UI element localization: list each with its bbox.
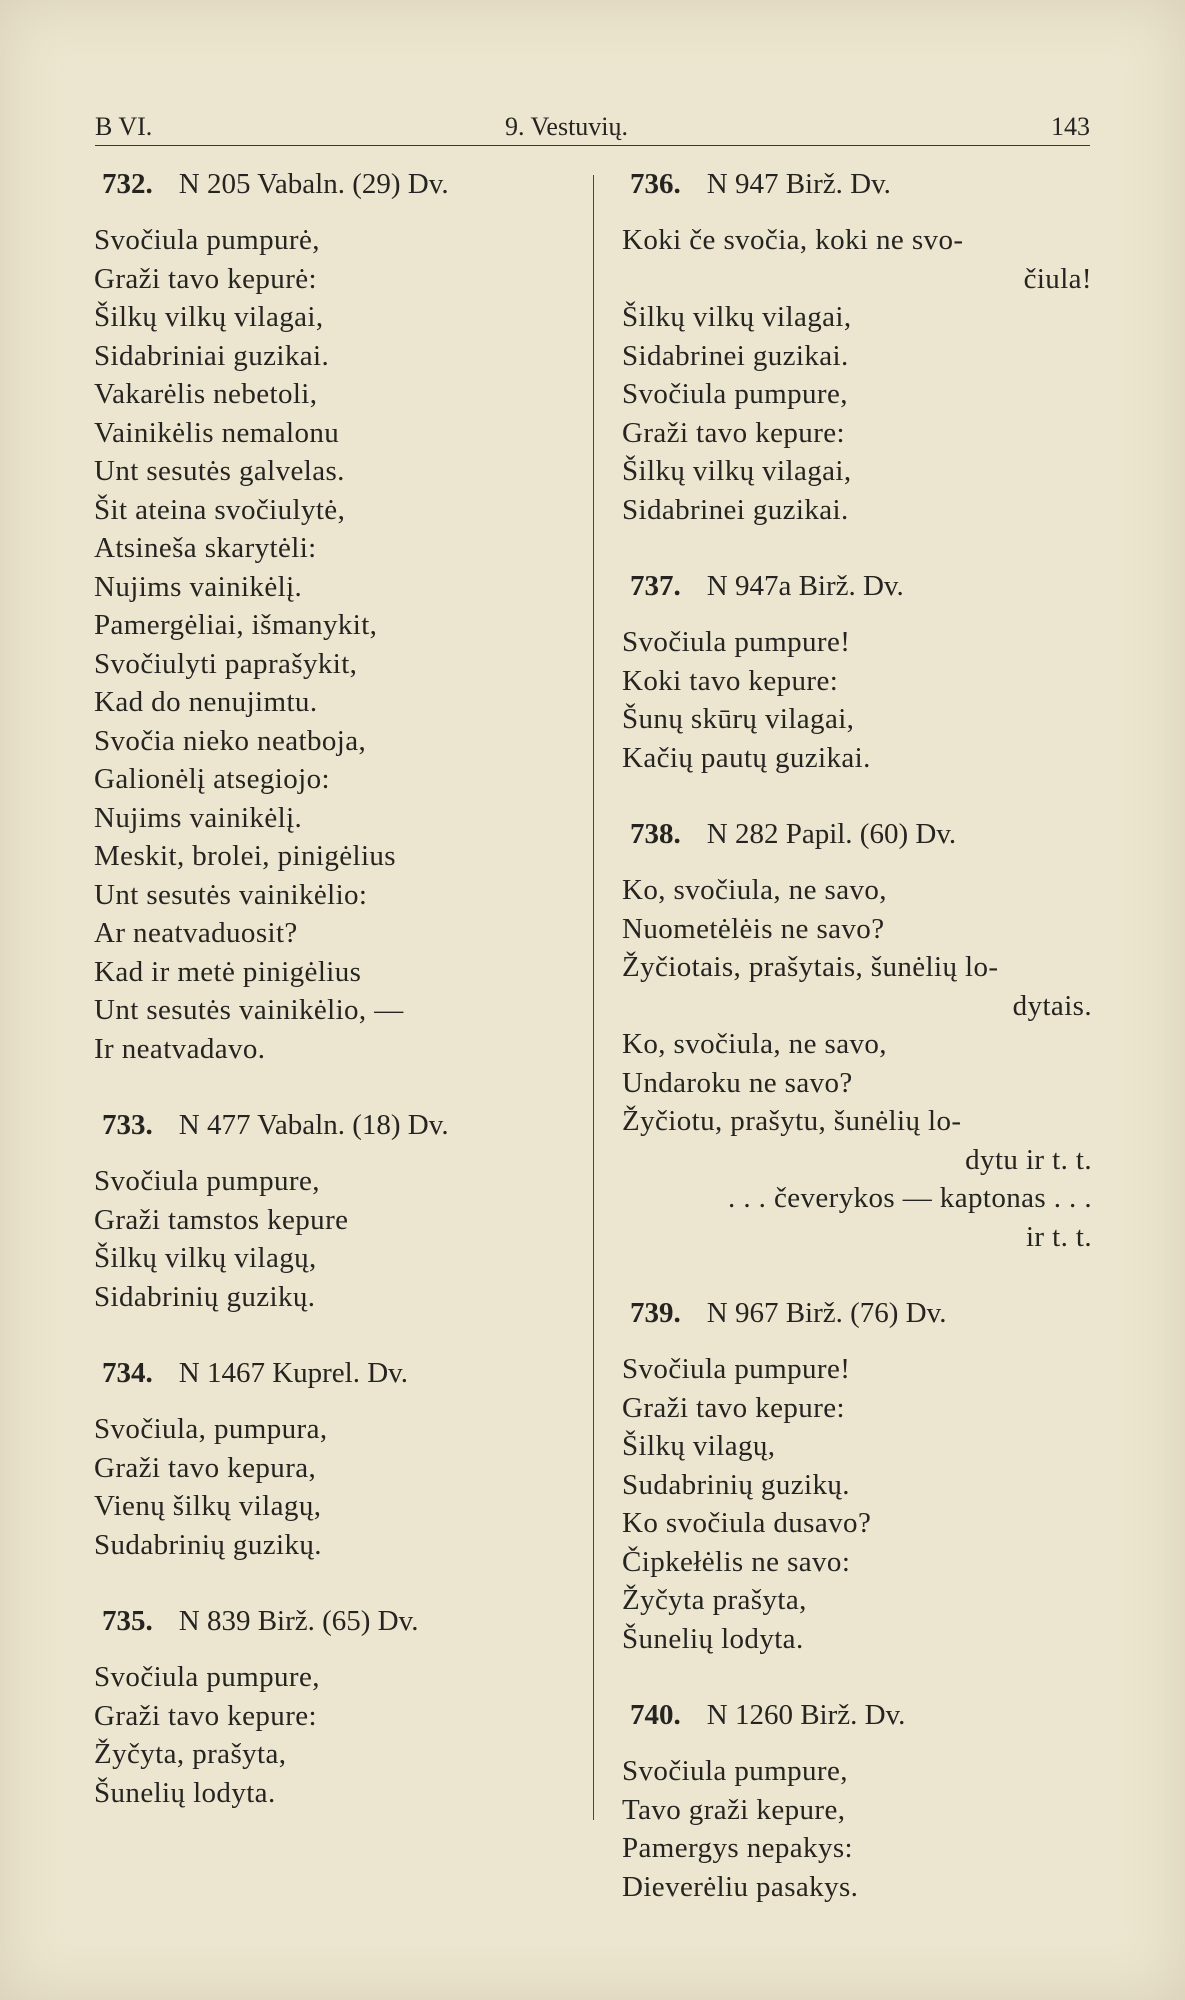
verse-line: Graži tavo kepure: [94, 1699, 317, 1732]
verse-lines [622, 871, 1092, 1256]
song-entry [622, 567, 1092, 777]
entry-number: 733. [102, 1109, 153, 1141]
right-column [622, 165, 1092, 1906]
song-entry [94, 165, 574, 1068]
verse-lines [94, 1658, 574, 1812]
entry-heading [622, 165, 1092, 203]
verse-line: Undaroku ne savo? [622, 1066, 853, 1099]
verse-line: Svočia nieko neatboja, [94, 724, 367, 757]
entry-number: 735. [102, 1605, 153, 1637]
entry-heading [94, 1106, 574, 1144]
verse-line: Sudabrinių guzikų. [622, 1468, 850, 1501]
song-entry [622, 815, 1092, 1256]
verse-line: Koki tavo kepure: [622, 664, 839, 697]
verse-line: Svočiula pumpure, [94, 1661, 320, 1693]
verse-lines [94, 221, 574, 1068]
verse-line: Nujims vainikėlį. [94, 570, 303, 603]
entry-source: N 967 Birž. (76) Dv. [706, 1297, 947, 1329]
verse-line: Tavo graži kepure, [622, 1793, 846, 1826]
page-number: 143 [1051, 112, 1090, 141]
verse-line: Šit ateina svočiulytė, [94, 493, 346, 526]
verse-line: Ir neatvadavo. [94, 1032, 266, 1065]
verse-lines [622, 623, 1092, 777]
entry-gap [94, 1564, 574, 1602]
song-entry [94, 1602, 574, 1812]
entry-number: 738. [630, 818, 681, 850]
verse-lines [94, 1162, 574, 1316]
verse-line: Svočiula pumpure! [622, 1353, 851, 1385]
verse-line: Ar neatvaduosit? [94, 917, 298, 949]
verse-line: Ko, svočiula, ne savo, [622, 1028, 887, 1060]
entry-heading [94, 165, 574, 203]
entry-gap [622, 1658, 1092, 1696]
verse-line: Graži tavo kepure: [622, 1391, 845, 1424]
entry-gap [622, 1256, 1092, 1294]
verse-line: Žyčyta, prašyta, [94, 1738, 287, 1770]
verse-line: Kad ir metė pinigėlius [94, 955, 362, 988]
entry-source: N 947 Birž. Dv. [706, 168, 891, 200]
verse-line: Dieverėliu pasakys. [622, 1870, 859, 1903]
page-header [95, 112, 1090, 152]
entry-source: N 205 Vabaln. (29) Dv. [178, 168, 449, 200]
entry-heading [622, 815, 1092, 853]
verse-line: Šunų skūrų vilagai, [622, 703, 855, 735]
entry-gap [94, 1068, 574, 1106]
entry-gap [622, 777, 1092, 815]
verse-line: Šunelių lodyta. [622, 1622, 804, 1655]
verse-line: Kad do nenujimtu. [94, 686, 318, 718]
verse-line: dytais. [1012, 989, 1092, 1022]
verse-line: Ko svočiula dusavo? [622, 1507, 872, 1539]
entry-source: N 947a Birž. Dv. [706, 570, 904, 602]
verse-line: Šilkų vilkų vilagai, [622, 301, 852, 333]
verse-line: Svočiula, pumpura, [94, 1413, 328, 1445]
entry-number: 739. [630, 1297, 681, 1329]
entry-source: N 477 Vabaln. (18) Dv. [178, 1109, 449, 1141]
column-divider [593, 175, 594, 1820]
entry-source: N 839 Birž. (65) Dv. [178, 1605, 419, 1637]
verse-line: Sudabrinių guzikų. [94, 1528, 322, 1561]
entry-source: N 1260 Birž. Dv. [706, 1699, 906, 1731]
verse-line: Pamergėliai, išmanykit, [94, 609, 378, 641]
verse-line: Ko, svočiula, ne savo, [622, 874, 887, 906]
song-entry [94, 1354, 574, 1564]
verse-line: Galionėlį atsegiojo: [94, 763, 330, 795]
verse-line: Graži tavo kepurė: [94, 262, 317, 295]
verse-line: Čipkełėlis ne savo: [622, 1545, 851, 1578]
verse-line: Svočiula pumpure, [622, 1755, 848, 1787]
entry-number: 734. [102, 1357, 153, 1389]
entry-number: 736. [630, 168, 681, 200]
verse-line: Unt sesutės vainikėlio: [94, 878, 368, 911]
verse-line: Kačių pautų guzikai. [622, 741, 871, 774]
verse-line: Žyčyta prašyta, [622, 1584, 807, 1616]
verse-line: Meskit, brolei, pinigėlius [94, 840, 396, 872]
verse-line: Sidabrinei guzikai. [622, 493, 849, 526]
verse-line: Unt sesutės vainikėlio, — [94, 994, 404, 1026]
entry-heading [622, 567, 1092, 605]
song-entry [622, 1294, 1092, 1658]
song-entry [622, 165, 1092, 529]
verse-line: Graži tavo kepure: [622, 416, 845, 449]
verse-line: . . . čeverykos — kaptonas . . . [728, 1182, 1092, 1214]
entry-heading [94, 1602, 574, 1640]
chapter-title: 9. Vestuvių. [505, 112, 629, 141]
verse-line: Sidabriniai guzikai. [94, 339, 330, 372]
left-column [94, 165, 574, 1812]
verse-line: Šilkų vilkų vilagai, [94, 301, 324, 333]
verse-line: Koki če svočia, koki ne svo- [622, 224, 964, 256]
entry-source: N 1467 Kuprel. Dv. [178, 1357, 409, 1389]
verse-line: dytu ir t. t. [965, 1143, 1092, 1176]
verse-line: Nuometėlėis ne savo? [622, 912, 885, 945]
verse-line: Pamergys nepakys: [622, 1832, 853, 1864]
entry-gap [622, 529, 1092, 567]
verse-line: Vakarėlis nebetoli, [94, 378, 318, 410]
song-entry [94, 1106, 574, 1316]
verse-lines [622, 221, 1092, 529]
verse-line: Šilkų vilagų, [622, 1430, 776, 1462]
verse-line: čiula! [1023, 262, 1092, 295]
entry-heading [622, 1294, 1092, 1332]
verse-line: Vienų šilkų vilagų, [94, 1490, 322, 1522]
section-label: B VI. [95, 112, 153, 141]
verse-line: Šunelių lodyta. [94, 1776, 276, 1809]
verse-line: Šilkų vilkų vilagų, [94, 1242, 317, 1274]
verse-line: Svočiula pumpurė, [94, 224, 320, 256]
entry-heading [622, 1696, 1092, 1734]
verse-line: Atsineša skarytėli: [94, 532, 317, 564]
verse-line: Sidabrinių guzikų. [94, 1280, 316, 1313]
verse-line: Žyčiotu, prašytu, šunėlių lo- [622, 1105, 962, 1137]
entry-gap [94, 1316, 574, 1354]
verse-line: Žyčiotais, prašytais, šunėlių lo- [622, 951, 999, 983]
verse-lines [622, 1350, 1092, 1658]
verse-line: Sidabrinei guzikai. [622, 339, 849, 372]
verse-lines [94, 1410, 574, 1564]
song-entry [622, 1696, 1092, 1906]
verse-line: Svočiulyti paprašykit, [94, 647, 358, 680]
header-rule [95, 145, 1090, 146]
verse-line: Svočiula pumpure! [622, 626, 851, 658]
verse-line: Svočiula pumpure, [94, 1165, 320, 1197]
entry-number: 737. [630, 570, 681, 602]
entry-heading [94, 1354, 574, 1392]
verse-line: Graži tamstos kepure [94, 1203, 349, 1236]
verse-line: Svočiula pumpure, [622, 378, 848, 410]
verse-line: Nujims vainikėlį. [94, 801, 303, 834]
verse-line: ir t. t. [1025, 1220, 1092, 1253]
entry-source: N 282 Papil. (60) Dv. [706, 818, 957, 850]
verse-line: Graži tavo kepura, [94, 1451, 317, 1484]
verse-lines [622, 1752, 1092, 1906]
verse-line: Šilkų vilkų vilagai, [622, 455, 852, 487]
verse-line: Vainikėlis nemalonu [94, 416, 340, 449]
verse-line: Unt sesutės galvelas. [94, 455, 345, 487]
entry-number: 732. [102, 168, 153, 200]
entry-number: 740. [630, 1699, 681, 1731]
